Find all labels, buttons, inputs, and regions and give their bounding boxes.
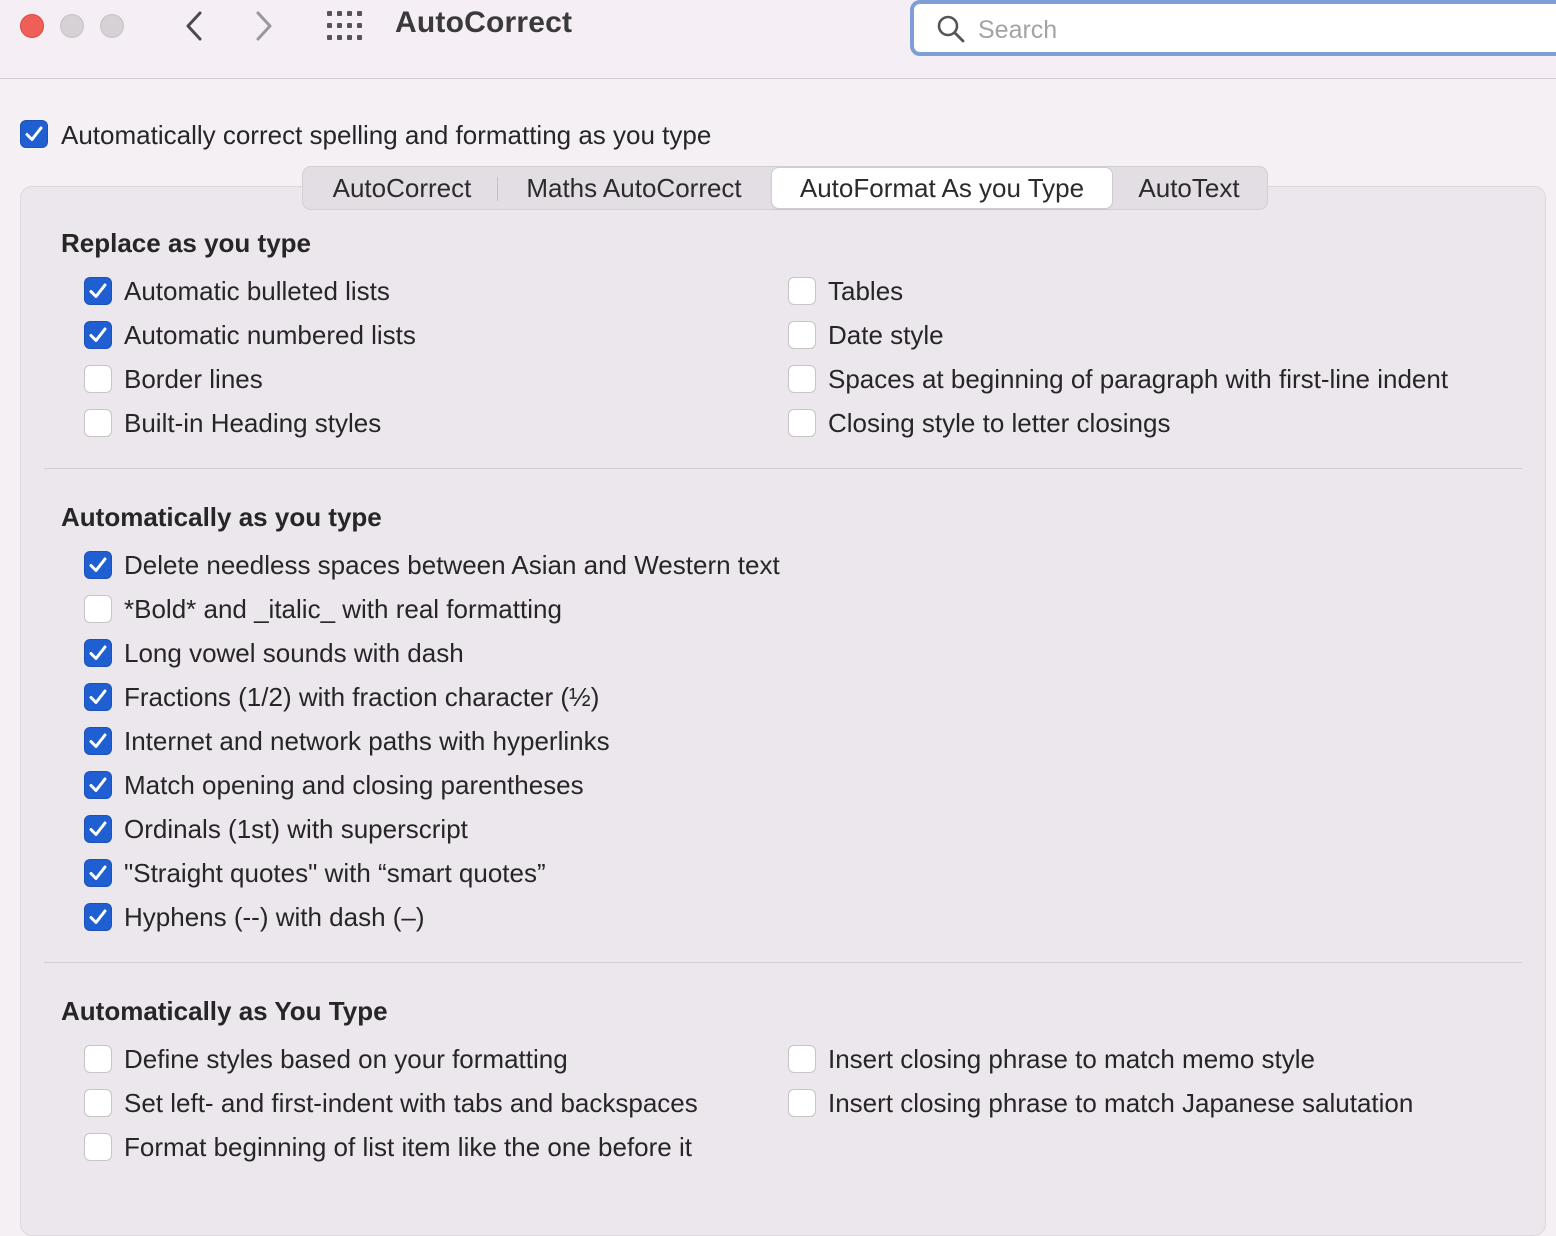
closing-style-checkbox[interactable]	[788, 409, 816, 437]
automatic-numbered-lists-label: Automatic numbered lists	[124, 320, 416, 350]
delete-needless-spaces-checkbox[interactable]	[84, 551, 112, 579]
show-all-button[interactable]	[326, 9, 364, 43]
checkmark-icon	[88, 325, 108, 345]
bold-italic-label: *Bold* and _italic_ with real formatting	[124, 594, 562, 624]
japanese-salutation-checkbox[interactable]	[788, 1089, 816, 1117]
delete-needless-spaces-label: Delete needless spaces between Asian and Western text	[124, 550, 780, 580]
long-vowel-sounds-checkbox[interactable]	[84, 639, 112, 667]
fractions-checkbox[interactable]	[84, 683, 112, 711]
checkmark-icon	[24, 124, 44, 144]
tables-label: Tables	[828, 276, 904, 306]
zoom-window-button[interactable]	[100, 14, 124, 38]
tab-bar	[302, 166, 1268, 210]
format-list-item-checkbox[interactable]	[84, 1133, 112, 1161]
checkmark-icon	[88, 775, 108, 795]
chevron-right-icon	[253, 10, 275, 42]
ordinals-label: Ordinals (1st) with superscript	[124, 814, 468, 844]
checkmark-icon	[88, 863, 108, 883]
border-lines-checkbox[interactable]	[84, 365, 112, 393]
forward-button[interactable]	[246, 8, 282, 44]
replace-section-title: Replace as you type	[61, 228, 311, 258]
bold-italic-checkbox[interactable]	[84, 595, 112, 623]
tables-checkbox[interactable]	[788, 277, 816, 305]
smart-quotes-label: "Straight quotes" with “smart quotes”	[124, 858, 546, 888]
master-checkbox-label: Automatically correct spelling and formatting as you type	[61, 120, 712, 150]
long-vowel-sounds-label: Long vowel sounds with dash	[124, 638, 464, 668]
tab-autoformat-as-you-type[interactable]: AutoFormat As you Type	[772, 168, 1112, 208]
border-lines-label: Border lines	[124, 364, 263, 394]
grid-icon	[326, 9, 364, 43]
hyperlinks-label: Internet and network paths with hyperlinks	[124, 726, 610, 756]
window-title: AutoCorrect	[395, 6, 573, 39]
memo-style-label: Insert closing phrase to match memo style	[828, 1044, 1315, 1074]
tab-maths-autocorrect[interactable]: Maths AutoCorrect	[526, 173, 742, 203]
closing-style-label: Closing style to letter closings	[828, 408, 1171, 438]
define-styles-checkbox[interactable]	[84, 1045, 112, 1073]
checkmark-icon	[88, 907, 108, 927]
built-in-heading-styles-label: Built-in Heading styles	[124, 408, 382, 438]
set-indent-label: Set left- and first-indent with tabs and backspaces	[124, 1088, 698, 1118]
checkmark-icon	[88, 643, 108, 663]
match-parentheses-label: Match opening and closing parentheses	[124, 770, 584, 800]
checkmark-icon	[88, 555, 108, 575]
search-field[interactable]	[910, 0, 1556, 56]
section-divider	[44, 962, 1522, 963]
section-divider	[44, 468, 1522, 469]
japanese-salutation-label: Insert closing phrase to match Japanese salutation	[828, 1088, 1414, 1118]
smart-quotes-checkbox[interactable]	[84, 859, 112, 887]
set-indent-checkbox[interactable]	[84, 1089, 112, 1117]
automatic-bulleted-lists-label: Automatic bulleted lists	[124, 276, 390, 306]
search-input[interactable]	[976, 10, 1540, 50]
spaces-first-line-indent-checkbox[interactable]	[788, 365, 816, 393]
hyperlinks-checkbox[interactable]	[84, 727, 112, 755]
fractions-label: Fractions (1/2) with fraction character (½)	[124, 682, 600, 712]
auto-section2-title: Automatically as You Type	[61, 996, 388, 1026]
define-styles-label: Define styles based on your formatting	[124, 1044, 568, 1074]
master-checkbox[interactable]	[20, 120, 48, 148]
title-bar	[0, 0, 1556, 79]
tab-autotext[interactable]: AutoText	[1138, 173, 1240, 203]
back-button[interactable]	[176, 8, 212, 44]
automatic-numbered-lists-checkbox[interactable]	[84, 321, 112, 349]
hyphens-dash-label: Hyphens (--) with dash (–)	[124, 902, 425, 932]
chevron-left-icon	[183, 10, 205, 42]
hyphens-dash-checkbox[interactable]	[84, 903, 112, 931]
date-style-checkbox[interactable]	[788, 321, 816, 349]
auto-section-title: Automatically as you type	[61, 502, 382, 532]
format-list-item-label: Format beginning of list item like the one before it	[124, 1132, 692, 1162]
checkmark-icon	[88, 731, 108, 751]
spaces-first-line-indent-label: Spaces at beginning of paragraph with first-line indent	[828, 364, 1449, 394]
minimize-window-button[interactable]	[60, 14, 84, 38]
date-style-label: Date style	[828, 320, 944, 350]
checkmark-icon	[88, 819, 108, 839]
ordinals-checkbox[interactable]	[84, 815, 112, 843]
built-in-heading-styles-checkbox[interactable]	[84, 409, 112, 437]
match-parentheses-checkbox[interactable]	[84, 771, 112, 799]
checkmark-icon	[88, 281, 108, 301]
automatic-bulleted-lists-checkbox[interactable]	[84, 277, 112, 305]
checkmark-icon	[88, 687, 108, 707]
tab-autocorrect[interactable]: AutoCorrect	[332, 173, 472, 203]
memo-style-checkbox[interactable]	[788, 1045, 816, 1073]
close-window-button[interactable]	[20, 14, 44, 38]
tab-separator	[497, 177, 498, 201]
search-icon	[936, 14, 966, 44]
